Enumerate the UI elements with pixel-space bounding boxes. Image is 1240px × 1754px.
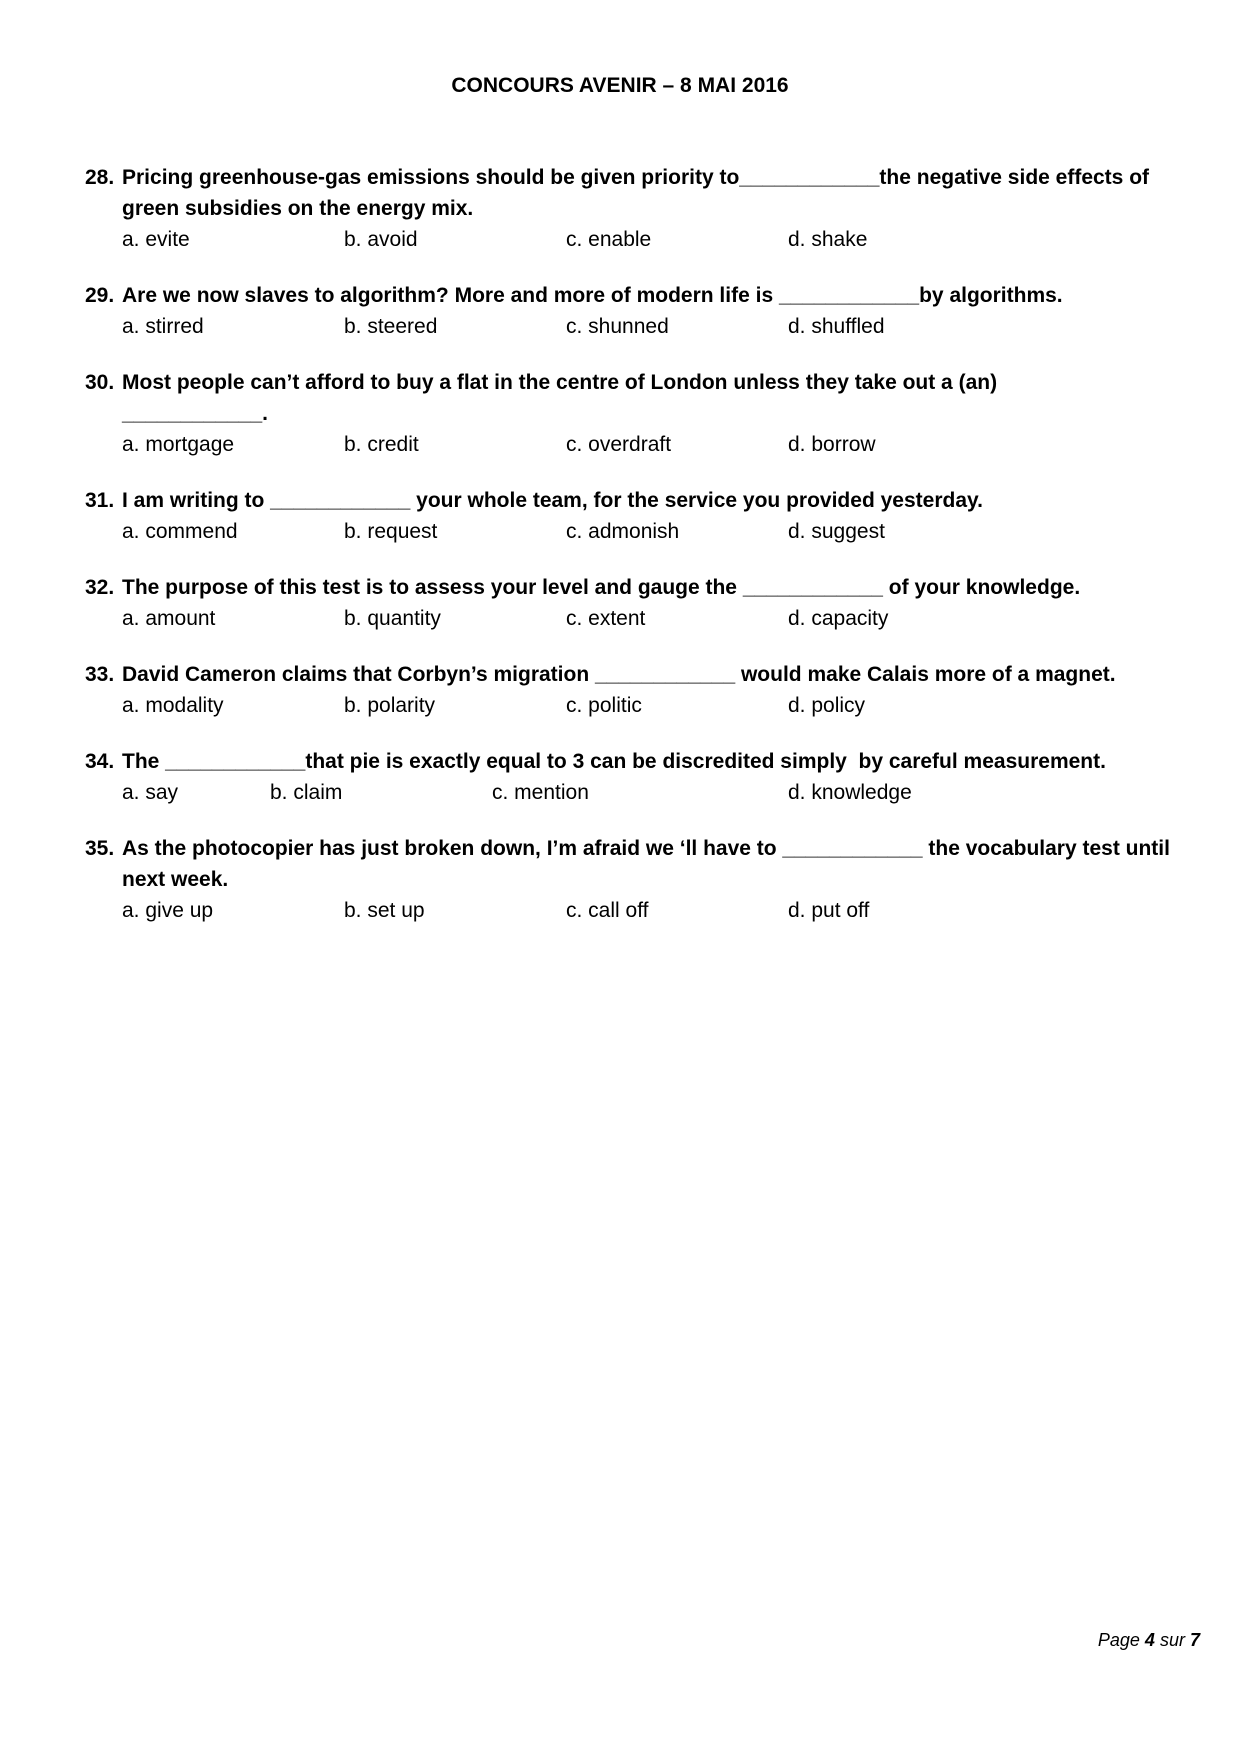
option-a: a. amount xyxy=(122,607,216,630)
question-text: I am writing to ____________ your whole team, for the service you provided yesterday. xyxy=(122,489,983,512)
option-d: d. policy xyxy=(788,694,866,717)
question-stem xyxy=(85,746,1195,777)
question-number: 32. xyxy=(85,576,115,599)
option-b: b. credit xyxy=(344,433,419,456)
question-number: 29. xyxy=(85,284,115,307)
question-35 xyxy=(85,833,1195,926)
question-stem xyxy=(85,162,1195,224)
option-a: a. say xyxy=(122,781,179,804)
option-a: a. modality xyxy=(122,694,224,717)
option-b: b. set up xyxy=(344,899,425,922)
option-b: b. quantity xyxy=(344,607,441,630)
question-text: Pricing greenhouse-gas emissions should be given priority to____________the negative side effects of green subsidies on the energy mix. xyxy=(122,166,1155,220)
option-a: a. commend xyxy=(122,520,238,543)
option-d: d. knowledge xyxy=(788,781,912,804)
option-b: b. claim xyxy=(270,781,343,804)
total-page-number: 7 xyxy=(1189,1630,1200,1650)
question-text: Are we now slaves to algorithm? More and more of modern life is ____________by algorithms. xyxy=(122,284,1063,307)
option-a: a. give up xyxy=(122,899,214,922)
question-number: 35. xyxy=(85,837,115,860)
option-c: c. extent xyxy=(566,607,646,630)
question-stem xyxy=(85,659,1195,690)
option-c: c. call off xyxy=(566,899,649,922)
question-31 xyxy=(85,485,1195,547)
page-footer xyxy=(1098,1630,1200,1651)
question-28 xyxy=(85,162,1195,255)
question-text: The purpose of this test is to assess your level and gauge the ____________ of your knowledge. xyxy=(122,576,1081,599)
question-stem xyxy=(85,833,1195,895)
answer-options xyxy=(122,690,1195,721)
option-d: d. put off xyxy=(788,899,870,922)
page-separator: sur xyxy=(1159,1630,1185,1650)
option-c: c. admonish xyxy=(566,520,680,543)
option-d: d. suggest xyxy=(788,520,885,543)
current-page-number: 4 xyxy=(1144,1630,1155,1650)
question-30 xyxy=(85,367,1195,460)
page-label: Page xyxy=(1097,1630,1140,1650)
question-text: Most people can’t afford to buy a flat in the centre of London unless they take out a (an) ____________. xyxy=(122,371,998,425)
option-b: b. polarity xyxy=(344,694,436,717)
question-stem xyxy=(85,367,1195,429)
question-stem xyxy=(85,485,1195,516)
option-d: d. shuffled xyxy=(788,315,885,338)
option-c: c. mention xyxy=(492,781,589,804)
option-c: c. shunned xyxy=(566,315,669,338)
question-stem xyxy=(85,280,1195,311)
question-29 xyxy=(85,280,1195,342)
question-number: 33. xyxy=(85,663,115,686)
answer-options xyxy=(122,603,1195,634)
question-number: 34. xyxy=(85,750,115,773)
question-text: David Cameron claims that Corbyn’s migration ____________ would make Calais more of a magnet. xyxy=(122,663,1116,686)
question-list xyxy=(85,162,1195,951)
option-d: d. borrow xyxy=(788,433,876,456)
option-a: a. mortgage xyxy=(122,433,235,456)
question-number: 31. xyxy=(85,489,115,512)
answer-options xyxy=(122,777,1195,808)
answer-options xyxy=(122,429,1195,460)
question-33 xyxy=(85,659,1195,721)
option-c: c. politic xyxy=(566,694,642,717)
option-b: b. avoid xyxy=(344,228,418,251)
answer-options xyxy=(122,224,1195,255)
option-b: b. request xyxy=(344,520,438,543)
page-title: CONCOURS AVENIR – 8 MAI 2016 xyxy=(451,74,789,97)
question-number: 28. xyxy=(85,166,115,189)
question-text: As the photocopier has just broken down, I’m afraid we ‘ll have to ____________ the vocabulary test until next week. xyxy=(122,837,1176,891)
option-a: a. stirred xyxy=(122,315,204,338)
option-c: c. enable xyxy=(566,228,652,251)
option-c: c. overdraft xyxy=(566,433,672,456)
option-d: d. shake xyxy=(788,228,868,251)
answer-options xyxy=(122,516,1195,547)
option-d: d. capacity xyxy=(788,607,889,630)
answer-options xyxy=(122,895,1195,926)
option-a: a. evite xyxy=(122,228,190,251)
option-b: b. steered xyxy=(344,315,438,338)
question-stem xyxy=(85,572,1195,603)
question-32 xyxy=(85,572,1195,634)
question-34 xyxy=(85,746,1195,808)
question-number: 30. xyxy=(85,371,115,394)
question-text: The ____________that pie is exactly equal to 3 can be discredited simply by careful measurement. xyxy=(122,750,1106,773)
answer-options xyxy=(122,311,1195,342)
